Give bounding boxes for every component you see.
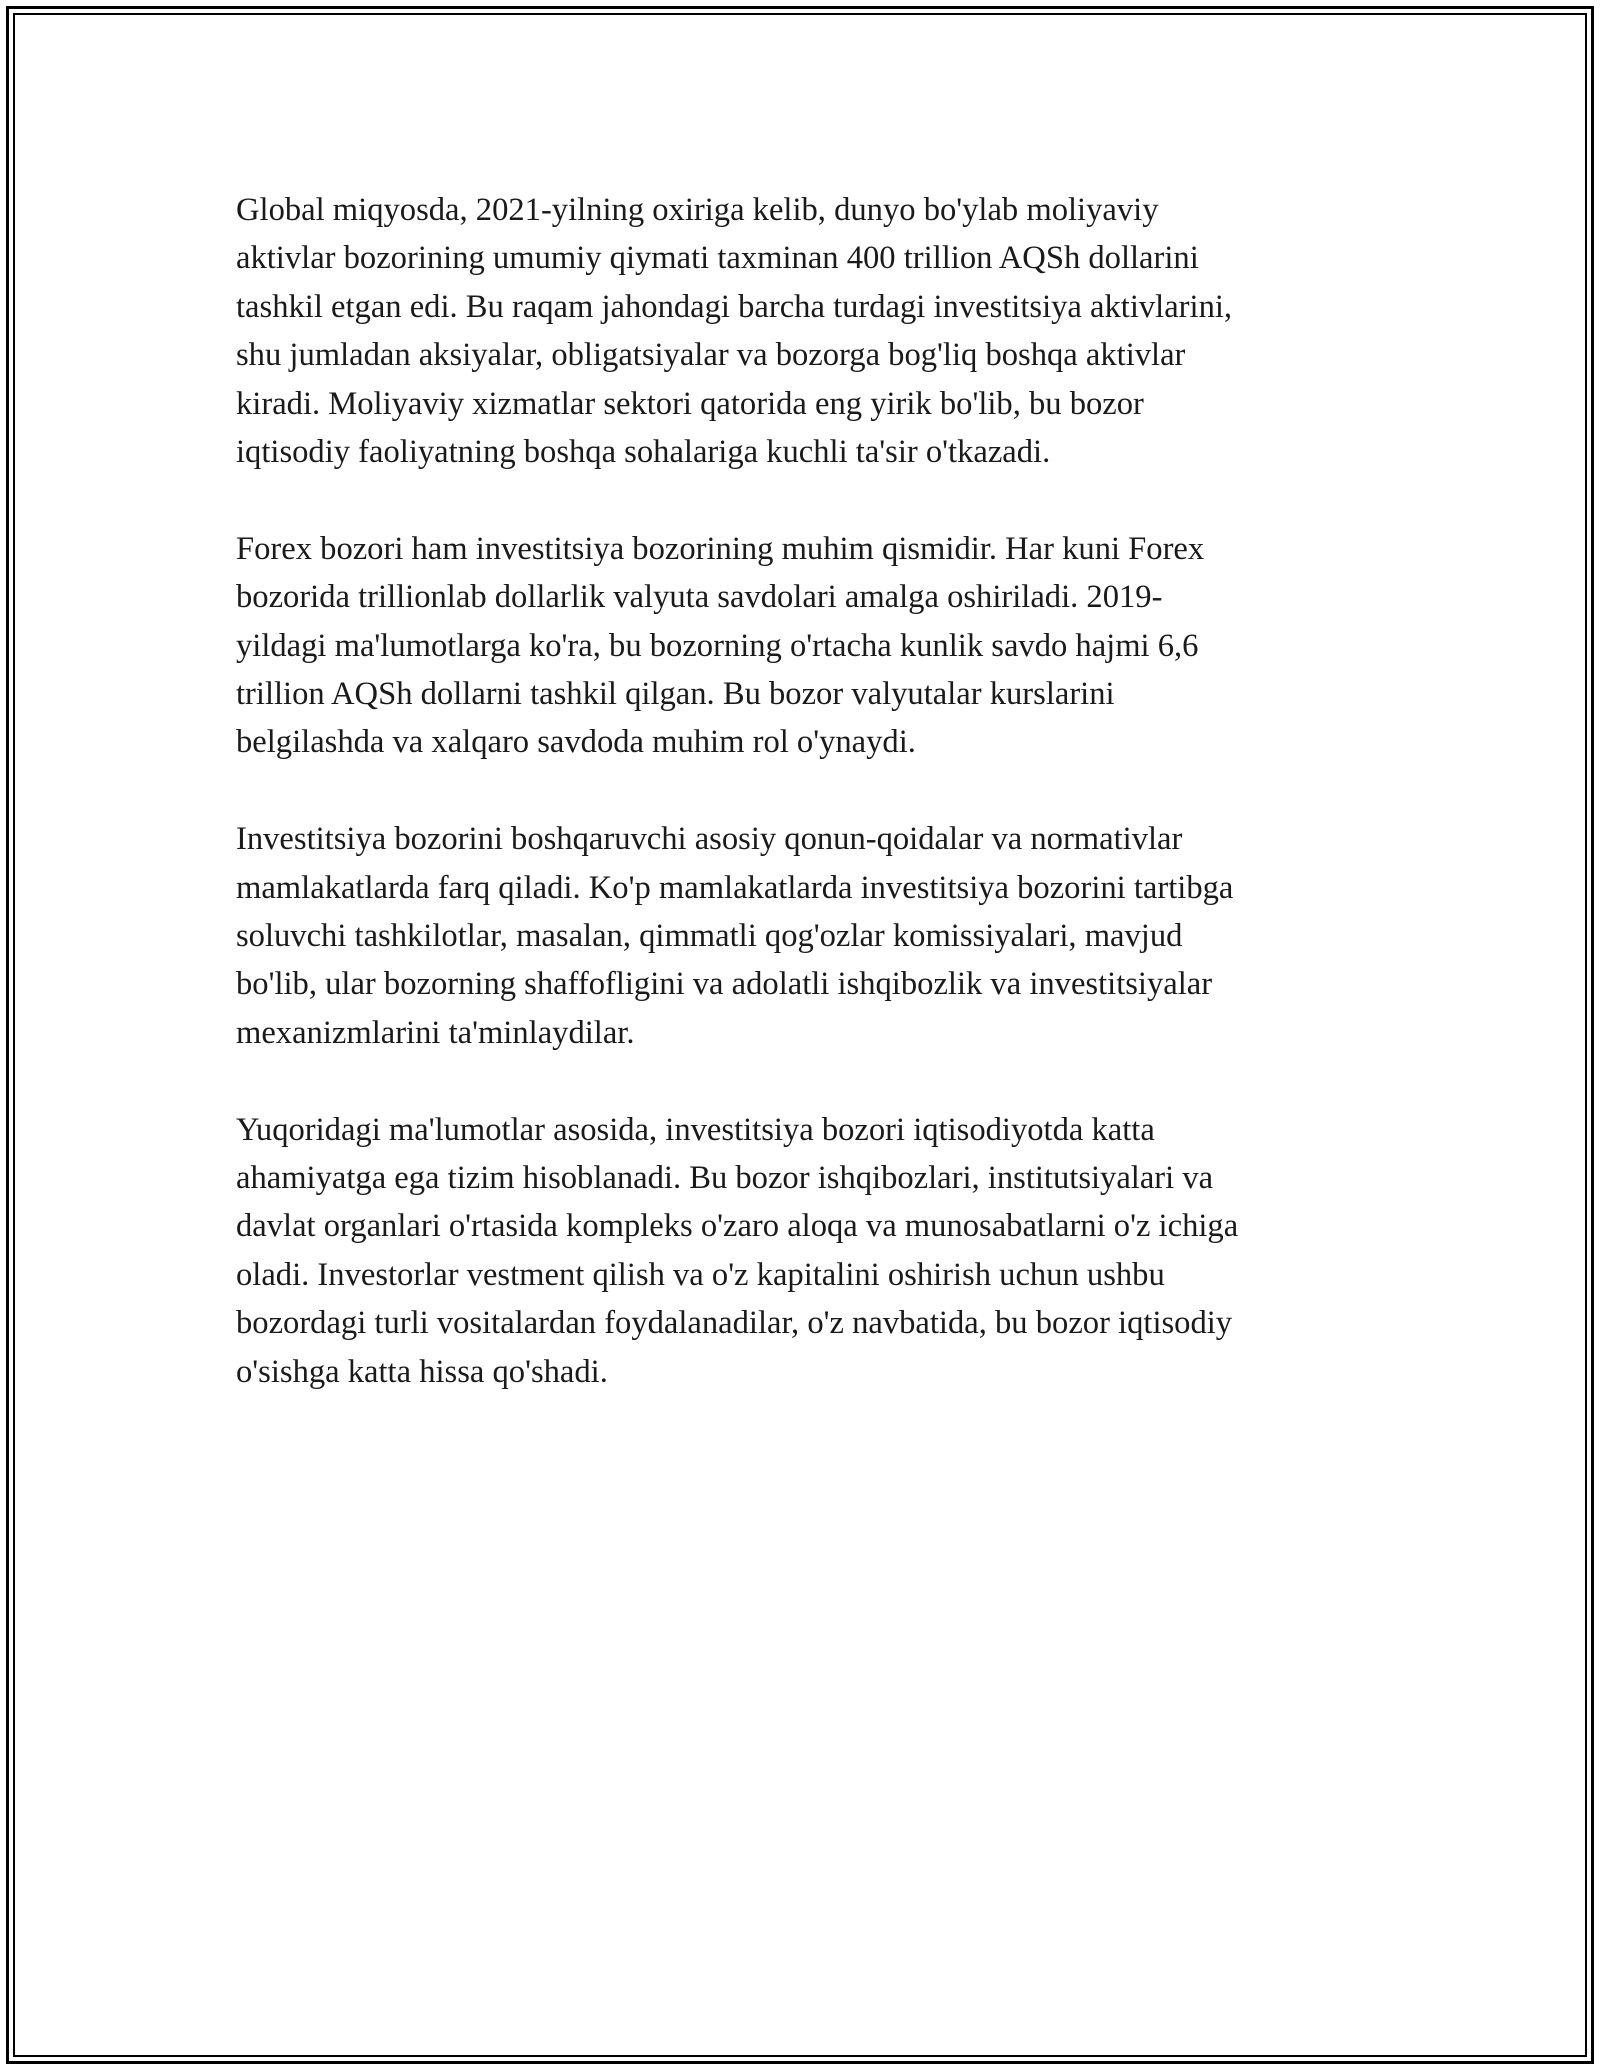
paragraph-line: trillion AQSh dollarni tashkil qilgan. Bu bozor valyutalar kurslarini	[236, 676, 1115, 713]
paragraph-line: mamlakatlarda farq qiladi. Ko'p mamlakatlarda investitsiya bozorini tartibga	[236, 869, 1234, 906]
paragraph-line: Global miqyosda, 2021-yilning oxiriga kelib, dunyo bo'ylab moliyaviy	[236, 192, 1159, 228]
paragraph-line: belgilashda va xalqaro savdoda muhim rol o'ynaydi.	[236, 724, 916, 761]
paragraph-line: yildagi ma'lumotlarga ko'ra, bu bozorning o'rtacha kunlik savdo hajmi 6,6	[236, 627, 1199, 664]
paragraph-line: davlat organlari o'rtasida kompleks o'zaro aloqa va munosabatlarni o'z ichiga	[236, 1208, 1239, 1245]
paragraph-line: shu jumladan aksiyalar, obligatsiyalar va bozorga bog'liq boshqa aktivlar	[236, 337, 1186, 374]
paragraph-line: Forex bozori ham investitsiya bozorining muhim qismidir. Har kuni Forex	[236, 530, 1205, 567]
paragraph-2	[236, 525, 1400, 767]
paragraph-line: ahamiyatga ega tizim hisoblanadi. Bu bozor ishqibozlari, institutsiyalari va	[236, 1160, 1214, 1197]
paragraph-line: soluvchi tashkilotlar, masalan, qimmatli qog'ozlar komissiyalari, mavjud	[236, 918, 1183, 955]
paragraph-line: Yuqoridagi ma'lumotlar asosida, investitsiya bozori iqtisodiyotda katta	[236, 1111, 1155, 1148]
paragraph-line: mexanizmlarini ta'minlaydilar.	[236, 1014, 635, 1051]
paragraph-1	[236, 186, 1400, 476]
paragraph-line: oladi. Investorlar vestment qilish va o'z kapitalini oshirish uchun ushbu	[236, 1256, 1165, 1293]
paragraph-line: kiradi. Moliyaviy xizmatlar sektori qatorida eng yirik bo'lib, bu bozor	[236, 385, 1144, 422]
paragraph-line: bo'lib, ular bozorning shaffofligini va adolatli ishqibozlik va investitsiyalar	[236, 966, 1213, 1003]
paragraph-line: o'sishga katta hissa qo'shadi.	[236, 1353, 608, 1390]
paragraph-line: bozordagi turli vositalardan foydalanadilar, o'z navbatida, bu bozor iqtisodiy	[236, 1305, 1233, 1342]
paragraph-3	[236, 815, 1400, 1057]
paragraph-line: aktivlar bozorining umumiy qiymati taxminan 400 trillion AQSh dollarini	[236, 240, 1199, 277]
paragraph-line: Investitsiya bozorini boshqaruvchi asosiy qonun-qoidalar va normativlar	[236, 821, 1183, 858]
paragraph-line: bozorida trillionlab dollarlik valyuta savdolari amalga oshiriladi. 2019-	[236, 579, 1163, 616]
paragraph-line: tashkil etgan edi. Bu raqam jahondagi barcha turdagi investitsiya aktivlarini,	[236, 288, 1233, 325]
paragraph-line: iqtisodiy faoliyatning boshqa sohalariga kuchli ta'sir o'tkazadi.	[236, 434, 1051, 471]
paragraph-4	[236, 1106, 1400, 1396]
document-body	[236, 186, 1400, 1445]
